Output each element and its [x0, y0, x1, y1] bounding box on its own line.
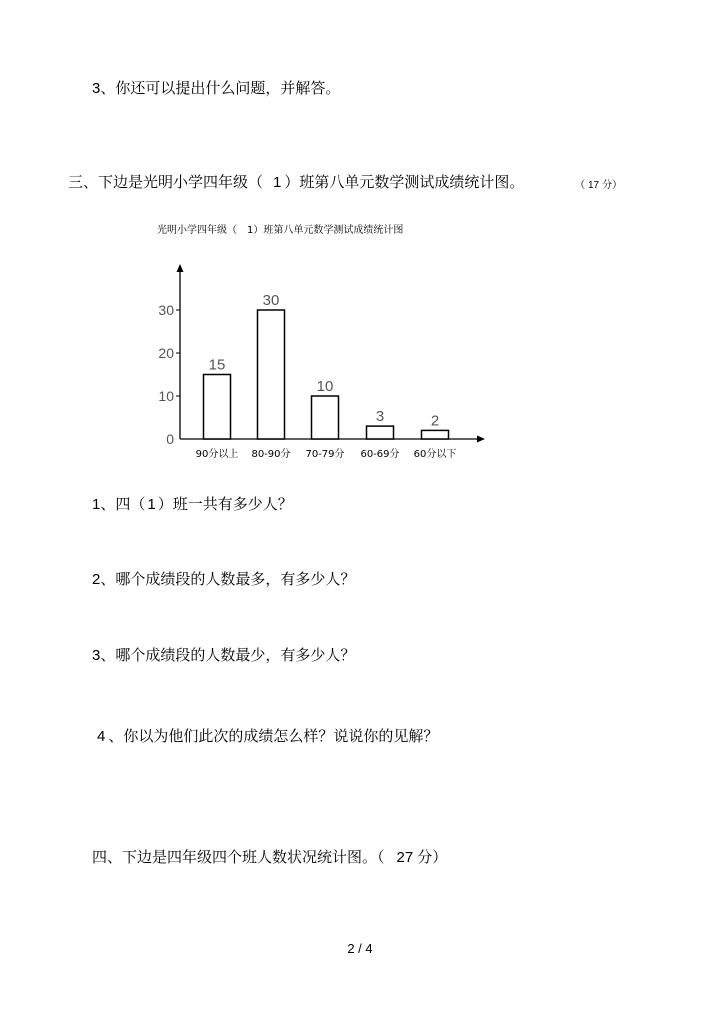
y-tick-label: 30: [158, 302, 174, 318]
page-number: 2 / 4: [347, 941, 373, 956]
x-category-label: 80-90分: [251, 449, 291, 460]
question-3-section2: [92, 78, 340, 99]
bar: [258, 310, 285, 439]
bar-data-label: 10: [316, 378, 334, 395]
bar: [312, 396, 339, 439]
section-3-score: [575, 176, 622, 196]
y-tick-label: 0: [166, 431, 174, 447]
x-category-label: 70-79分: [305, 449, 345, 460]
section-3-heading: [68, 172, 524, 193]
question-text: 、你以为他们此次的成绩怎么样？说说你的见解？: [108, 727, 439, 745]
s3-question-1: [92, 494, 293, 515]
s3-question-3: [92, 645, 355, 666]
bar-data-label: 30: [262, 292, 280, 309]
question-number: 2: [92, 571, 101, 588]
bar-data-label: 2: [430, 412, 440, 430]
score-unit: 分）: [417, 848, 448, 866]
s3-question-4: [97, 726, 438, 747]
score-bar-chart: [150, 218, 500, 468]
section-4-heading-prefix: 四、下边是四年级四个班人数状况统计图。（: [92, 848, 385, 866]
bar-chart-svg: [150, 218, 500, 468]
section-3-heading-suffix: ）班第八单元数学测试成绩统计图。: [284, 173, 525, 191]
y-tick-label: 10: [158, 388, 174, 404]
bar: [422, 430, 449, 439]
question-number: 4: [97, 728, 106, 745]
question-number: 3: [92, 647, 101, 664]
bar: [367, 426, 394, 439]
chart-title: 光明小学四年级（ 1）班第八单元数学测试成绩统计图: [157, 225, 404, 236]
section-4-heading: [92, 847, 447, 868]
score-open: （: [575, 180, 585, 191]
score-unit: 分）: [602, 180, 623, 191]
question-text-a: 、四（: [100, 495, 146, 513]
bar-data-label: 15: [208, 356, 226, 374]
question-number: 1: [92, 496, 101, 513]
s3-question-2: [92, 569, 355, 590]
x-axis-arrow: [477, 436, 485, 443]
x-category-label: 60-69分: [360, 449, 400, 460]
question-text-b: ）班一共有多少人？: [157, 495, 293, 513]
question-text: 、哪个成绩段的人数最少，有多少人？: [100, 646, 356, 664]
class-number: 1: [147, 496, 156, 513]
y-axis-arrow: [177, 264, 184, 272]
score-number: 27: [396, 849, 414, 866]
class-number: 1: [273, 174, 282, 191]
section-3-heading-prefix: 三、下边是光明小学四年级（: [68, 173, 264, 191]
y-tick-label: 20: [158, 345, 174, 361]
question-text: 、你还可以提出什么问题，并解答。: [100, 79, 341, 97]
x-category-label: 60分以下: [413, 449, 457, 460]
x-category-label: 90分以上: [195, 449, 239, 460]
bar-data-label: 3: [375, 408, 385, 426]
question-text: 、哪个成绩段的人数最多，有多少人？: [100, 570, 356, 588]
question-number: 3: [92, 80, 101, 97]
bar: [204, 375, 231, 440]
score-number: 17: [588, 180, 600, 191]
chart-bars: [196, 292, 457, 460]
